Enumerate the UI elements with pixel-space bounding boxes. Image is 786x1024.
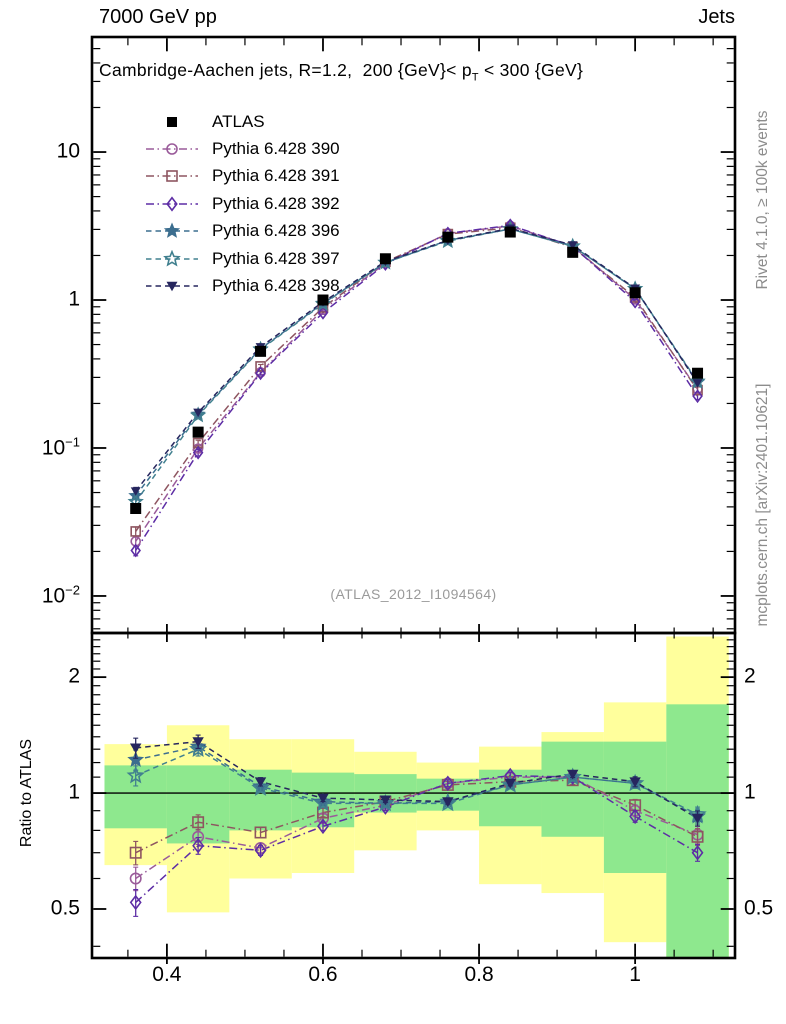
- ratio-y-axis-tick-label-right: 0.5: [744, 896, 774, 920]
- beam-energy-label: 7000 GeV pp: [99, 6, 217, 28]
- x-axis-tick-label: 0.6: [308, 963, 338, 986]
- title-subscript: T: [471, 71, 479, 84]
- x-axis-tick-label: 1: [629, 963, 641, 986]
- legend-marker-square-icon: [145, 113, 199, 131]
- legend-label: Pythia 6.428 391: [212, 166, 340, 186]
- process-label: Jets: [698, 6, 735, 28]
- legend-item: [145, 108, 340, 135]
- main-y-axis-tick-label: $10^{-1}$: [41, 434, 80, 460]
- main-y-axis-tick-label: $10^{-2}$: [41, 582, 80, 608]
- ratio-y-axis-tick-label-left: 2: [68, 664, 80, 688]
- legend-marker-diamond-icon: [145, 195, 199, 213]
- legend-marker-triangle-down-icon: [145, 277, 199, 295]
- ratio-axis-title: Ratio to ATLAS: [18, 738, 35, 848]
- legend-item: [145, 135, 340, 162]
- legend-label: Pythia 6.428 396: [212, 221, 340, 241]
- rivet-version-note: Rivet 4.1.0, ≥ 100k events: [754, 110, 771, 290]
- legend-item: [145, 190, 340, 217]
- plot-title: [99, 60, 583, 84]
- legend-item: [145, 272, 340, 299]
- uncertainty-bands: [104, 637, 728, 958]
- x-axis-tick-label: 0.4: [152, 963, 182, 986]
- legend-label: Pythia 6.428 392: [212, 193, 340, 213]
- legend-label: ATLAS: [212, 111, 265, 131]
- legend-marker-star-icon: [145, 222, 199, 240]
- ratio-y-axis-tick-label-right: 1: [744, 780, 756, 804]
- main-y-axis-tick-label: 10: [56, 139, 80, 163]
- ratio-y-axis-tick-label-left: 0.5: [50, 896, 80, 920]
- legend-label: Pythia 6.428 397: [212, 248, 340, 268]
- title-text-after: < 300 {GeV}: [478, 60, 584, 80]
- analysis-id-watermark: (ATLAS_2012_I1094564): [330, 586, 497, 602]
- ratio-y-axis-tick-label-left: 1: [68, 780, 80, 804]
- legend: [145, 108, 340, 300]
- legend-marker-circle-icon: [145, 140, 199, 158]
- legend-label: Pythia 6.428 398: [212, 276, 340, 296]
- title-text-before: Cambridge-Aachen jets, R=1.2, 200 {GeV}< p: [99, 60, 472, 80]
- legend-label: Pythia 6.428 390: [212, 139, 340, 159]
- legend-item: [145, 245, 340, 272]
- ratio-y-axis-tick-label-right: 2: [744, 664, 756, 688]
- legend-item: [145, 218, 340, 245]
- legend-item: [145, 163, 340, 190]
- main-y-axis-tick-label: 1: [68, 287, 80, 311]
- x-axis-tick-label: 0.8: [464, 963, 494, 986]
- legend-marker-star-icon: [145, 250, 199, 268]
- legend-marker-square-icon: [145, 167, 199, 185]
- mcplots-reference-note: mcplots.cern.ch [arXiv:2401.10621]: [754, 383, 771, 627]
